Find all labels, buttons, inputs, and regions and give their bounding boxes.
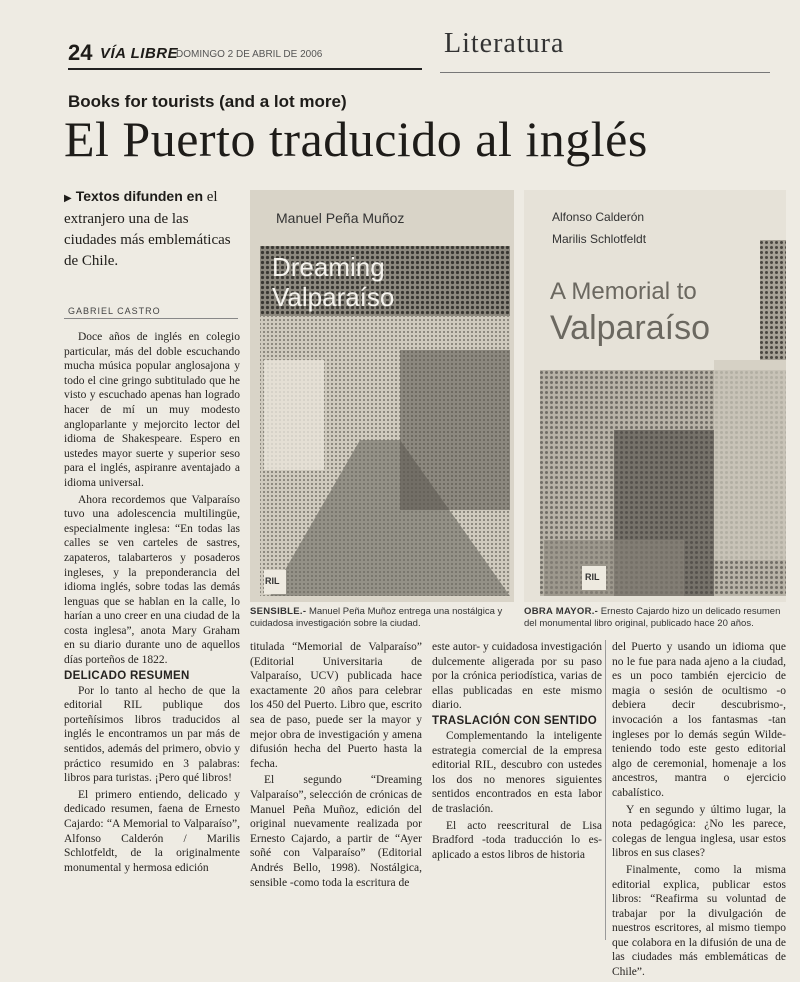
cover-title (550, 276, 710, 348)
cover-title-line1: A Memorial to (550, 278, 697, 305)
book-cover-dreaming-valparaiso (250, 190, 514, 602)
paragraph: El segundo “Dreaming Valparaíso”, selección de crónicas de Manuel Peña Muñoz, edición del original nuevamente realizada por Ernesto Cajardo, a partir de “Ayer soñé con Valparaíso” (Editorial Andrés Bello, 1998). Nostálgica, sensible -como toda la escritura de (250, 774, 422, 889)
subhead-traslacion: TRASLACIÓN CON SENTIDO (432, 714, 598, 727)
paragraph: El primero entiendo, delicado y dedicado resumen, faena de Ernesto Cajardo: “A Memorial to Valparaíso”, Alfonso Calderón / Marilis Schlotfeldt, de la originalmente monumental y hermosa edición (64, 788, 240, 874)
paragraph: Por lo tanto al hecho de que la editorial RIL publique dos porteñísimos libros traducidos al inglés le encontramos un par más de sentidos, además del primero, obvio y práctico resumido en 3 palabras: libros para turistas. ¡Pero qué libros! (64, 684, 240, 785)
caption-photo2 (524, 606, 786, 630)
lead-text: el extranjero una de las ciudades más emblemáticas de Chile. (64, 189, 231, 269)
cover-title-line2: Valparaíso (272, 282, 395, 312)
column-1 (64, 330, 240, 877)
paragraph: este autor- y cuidadosa investigación dulcemente aligerada por su paso por la crónica periodística, varias de ellas publicadas en este mismo diario. (432, 641, 602, 712)
book-cover-memorial-valparaiso (524, 190, 786, 602)
caption-text: Manuel Peña Muñoz entrega una nostálgica y cuidadosa investigación sobre la ciudad. (250, 606, 503, 629)
cover-title (272, 252, 394, 312)
section-rule (440, 72, 770, 73)
cover-title-line2: Valparaíso (550, 309, 711, 347)
byline: GABRIEL CASTRO (68, 306, 161, 316)
paragraph: Ahora recordemos que Valparaíso tuvo una adolescencia multilingüe, especialmente inglesa: “En todas las calles se ven carteles de sastres, zapateros, talabarteros y posaderos ingleses, y la preponderancia del idioma inglés, sobre todas las demás lenguas que se hablan en la calle, lo harían a uno creer en una ciudad de la costa inglesa”, anota Mary Graham en su diario durante uno de aquellos días porteños de 1822. (64, 493, 240, 667)
lead-bold: Textos difunden en (75, 188, 204, 204)
paragraph: Complementando la inteligente estrategia comercial de la empresa editorial RIL, descubro con ustedes los dos no menores siguientes sentidos encontrados en esta labor de traslación. (432, 729, 602, 815)
byline-rule (64, 318, 238, 319)
caption-label: SENSIBLE.- (250, 606, 307, 617)
section-title: Literatura (444, 28, 565, 59)
paragraph: Finalmente, como la misma editorial explica, publicar estos libros: “Reafirma su voluntad de trabajar por la divulgación de nuestros escritores, al mismo tiempo que colabora en la difusión de una de las ciudades más emblemáticas de Chile”. (612, 863, 786, 979)
headline: El Puerto traducido al inglés (64, 111, 648, 167)
lead-paragraph (64, 186, 234, 272)
column-divider (605, 640, 606, 940)
cover-author-2: Marilis Schlotfeldt (552, 232, 647, 246)
header-rule (68, 68, 422, 70)
paragraph: del Puerto y usando un idioma que no le fue para nada ajeno a la ciudad, es un poco también ejercicio de magia o sesión de ocultismo -o debiera decir descubrismo-, invocación a los fantasmas -tan ingleses por lo demás según Wilde- teniendo todo este gesto editorial algo de ceremonial, homenaje a los ancestros, mantra o ejercicio cabalístico. (612, 641, 786, 799)
caption-photo1 (250, 606, 514, 630)
cover-author-1: Alfonso Calderón (552, 210, 645, 224)
column-3 (432, 640, 602, 864)
cover-author: Manuel Peña Muñoz (276, 210, 405, 226)
paragraph: Y en segundo y último lugar, la nota pedagógica: ¿No les parece, colegas de lengua inglesa, usar estos libros en sus clases? (612, 803, 786, 860)
caption-label: OBRA MAYOR.- (524, 606, 599, 617)
issue-date: DOMINGO 2 DE ABRIL DE 2006 (176, 49, 323, 60)
paragraph: El acto reescritural de Lisa Bradford -toda traducción lo es- aplicado a estos libros de historia (432, 819, 602, 861)
column-2 (250, 640, 422, 892)
cover-title-line1: Dreaming (272, 252, 385, 282)
subhead-delicado: DELICADO RESUMEN (64, 669, 190, 682)
publication-name: VÍA LIBRE (100, 45, 179, 62)
caption-text: Ernesto Cajardo hizo un delicado resumen del monumental libro original, publicado hace 20 años. (524, 606, 781, 629)
arrow-icon: ▶ (64, 193, 72, 204)
publisher-logo: RIL (585, 572, 600, 582)
cover-illustration (524, 190, 786, 602)
paragraph: Doce años de inglés en colegio particular, más del doble escuchando mucha música popular anglosajona y todo el cine gringo subtitulado que he visto y escuchado apenas han logrado hacer de mí un muy modesto angloparlante y mejorcito lector del idioma de Shakespeare. Espero en ustedes mayor suerte y superior seso para el inglés, aspiranre aventajado a idioma universal. (64, 331, 240, 489)
page-number: 24 (68, 40, 93, 65)
column-4 (612, 640, 786, 982)
paragraph: titulada “Memorial de Valparaíso” (Editorial Universitaria de Valparaíso, UCV) publicada hace exactamente 20 años para celebrar los 450 del Puerto. Libro que, escrito sea de paso, puede ser la mayor y mejor obra de investigación y amena difusión hecha del Puerto hasta la fecha. (250, 641, 422, 770)
kicker: Books for tourists (and a lot more) (68, 92, 347, 111)
publisher-logo: RIL (265, 576, 280, 586)
